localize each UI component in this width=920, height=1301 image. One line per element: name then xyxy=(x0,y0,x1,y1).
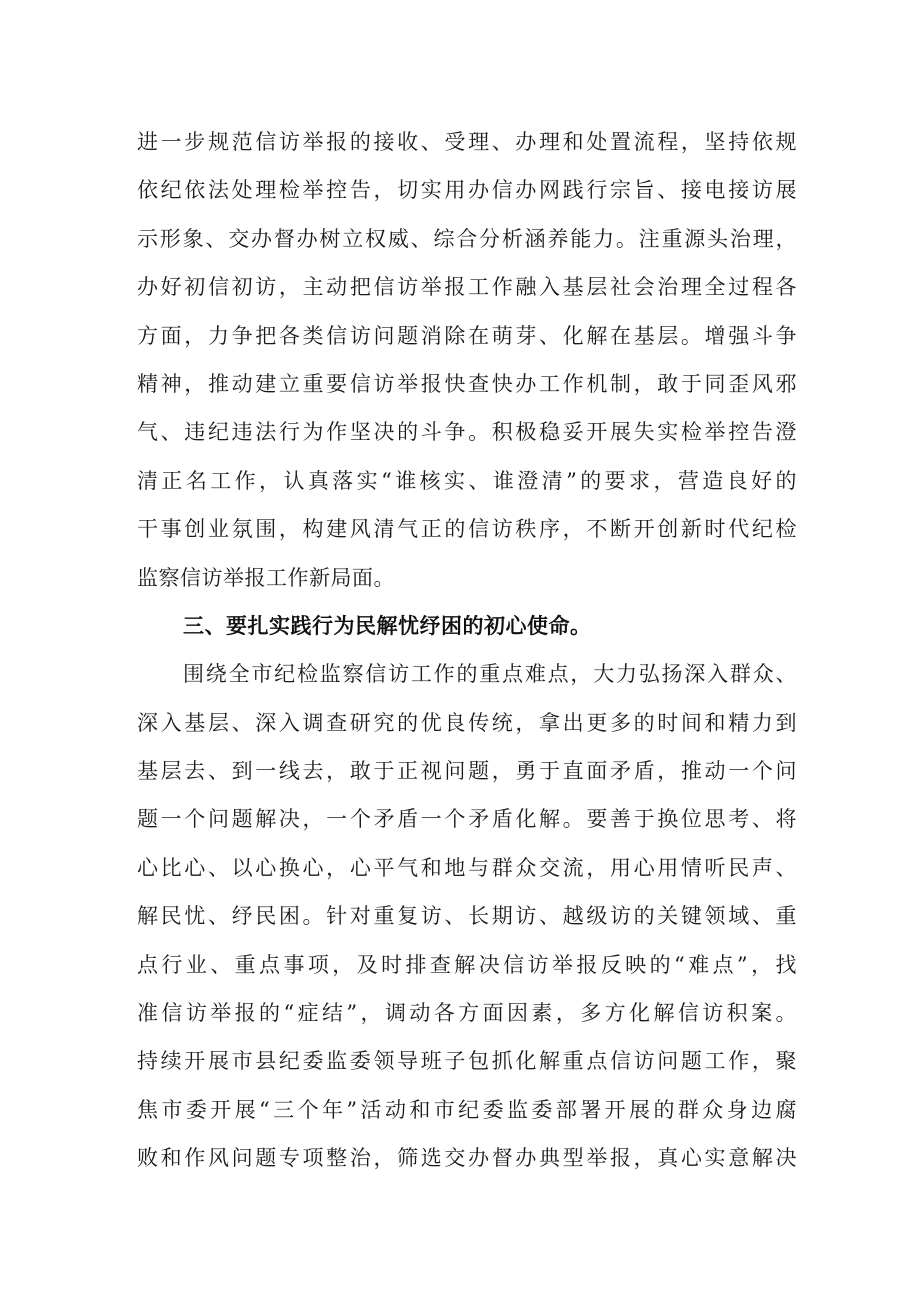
text-line: 精神，推动建立重要信访举报快查快办工作机制，敢于同歪风邪 xyxy=(137,371,797,396)
text-line: 办好初信初访，主动把信访举报工作融入基层社会治理全过程各 xyxy=(137,275,797,300)
text-line: 持续开展市县纪委监委领导班子包抓化解重点信访问题工作，聚 xyxy=(137,1049,797,1074)
text-line: 解民忧、纾民困。针对重复访、长期访、越级访的关键领域、重 xyxy=(137,904,797,929)
text-line: 题一个问题解决，一个矛盾一个矛盾化解。要善于换位思考、将 xyxy=(137,807,797,832)
text-line: 进一步规范信访举报的接收、受理、办理和处置流程，坚持依规 xyxy=(137,130,797,154)
section-heading: 三、要扎实践行为民解忧纾困的初心使命。 xyxy=(183,613,592,638)
document-body xyxy=(137,118,797,1183)
text-line: 围绕全市纪检监察信访工作的重点难点，大力弘扬深入群众、 xyxy=(183,662,797,687)
paragraph xyxy=(137,650,797,1182)
text-line: 气、违纪违法行为作坚决的斗争。积极稳妥开展失实检举控告澄 xyxy=(137,420,797,445)
text-line: 焦市委开展“三个年”活动和市纪委监委部署开展的群众身边腐 xyxy=(137,1097,797,1122)
text-line: 示形象、交办督办树立权威、综合分析涵养能力。注重源头治理， xyxy=(137,226,797,251)
text-line: 败和作风问题专项整治，筛选交办督办典型举报，真心实意解决 xyxy=(137,1146,797,1171)
text-line: 清正名工作，认真落实“谁核实、谁澄清”的要求，营造良好的 xyxy=(137,468,797,493)
text-line: 准信访举报的“症结”，调动各方面因素，多方化解信访积案。 xyxy=(137,1001,797,1026)
text-line: 点行业、重点事项，及时排查解决信访举报反映的“难点”，找 xyxy=(137,952,797,977)
text-line: 基层去、到一线去，敢于正视问题，勇于直面矛盾，推动一个问 xyxy=(137,759,797,784)
text-line: 依纪依法处理检举控告，切实用办信办网践行宗旨、接电接访展 xyxy=(137,178,797,203)
text-line: 干事创业氛围，构建风清气正的信访秩序，不断开创新时代纪检 xyxy=(137,517,797,542)
text-line: 方面，力争把各类信访问题消除在萌芽、化解在基层。增强斗争 xyxy=(137,323,797,348)
text-line: 监察信访举报工作新局面。 xyxy=(137,565,395,590)
paragraph-continued xyxy=(137,118,797,602)
text-line: 心比心、以心换心，心平气和地与群众交流，用心用情听民声、 xyxy=(137,855,797,880)
text-line: 深入基层、深入调查研究的优良传统，拿出更多的时间和精力到 xyxy=(137,710,797,735)
